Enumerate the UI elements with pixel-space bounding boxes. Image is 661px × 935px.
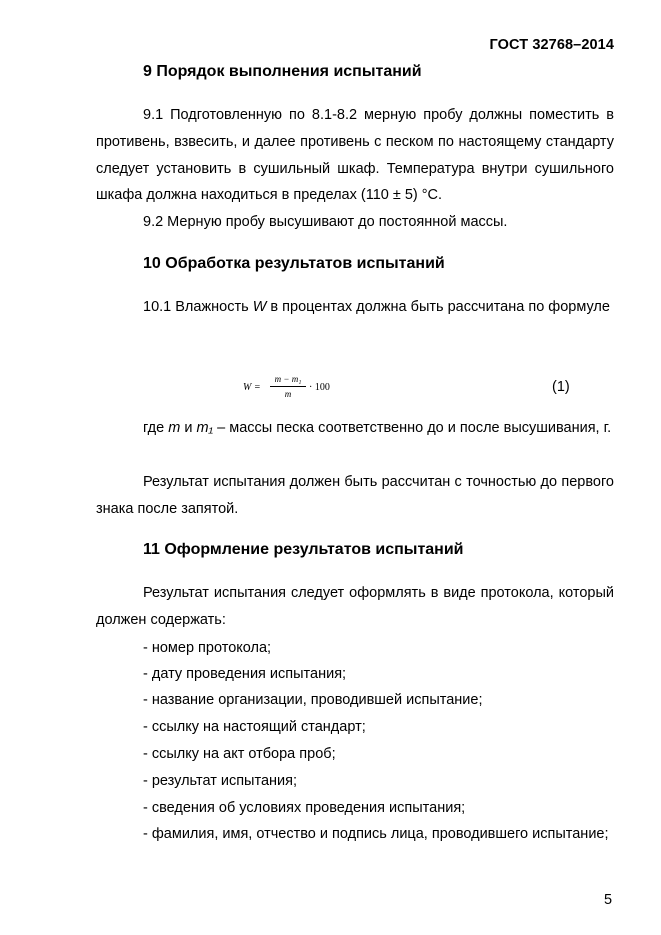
list-item: - дату проведения испытания; <box>143 666 347 682</box>
formula-numerator: m − m₁ <box>274 374 302 384</box>
formula-rhs: · 100 <box>309 382 330 393</box>
formula-lhs: W = <box>243 382 261 393</box>
paragraph-10-1-end: в процентах должна быть рассчитана по формуле <box>266 299 610 315</box>
list-item: - ссылку на акт отбора проб; <box>143 746 336 762</box>
variable-w: W <box>252 299 267 315</box>
section-10-heading: 10 Обработка результатов испытаний <box>143 255 445 272</box>
fraction-bar <box>270 386 306 387</box>
formula-number: (1) <box>552 379 570 395</box>
standard-header: ГОСТ 32768–2014 <box>489 37 614 53</box>
formula-1 <box>243 373 343 407</box>
variable-m1: m₁ <box>196 420 214 436</box>
paragraph-11-intro: Результат испытания следует оформлять в виде протокола, который должен содержать: <box>96 585 614 628</box>
formula-fraction <box>270 373 306 400</box>
list-item-last: - фамилия, имя, отчество и подпись лица, проводившего испытание; <box>143 826 609 842</box>
where-and: и <box>180 420 197 436</box>
paragraph-10-accuracy: Результат испытания должен быть рассчитан с точностью до первого знака после запятой. <box>96 474 614 517</box>
section-11-heading: 11 Оформление результатов испытаний <box>143 541 464 558</box>
list-item: - результат испытания; <box>143 773 298 789</box>
page-number: 5 <box>604 892 613 908</box>
paragraph-where <box>96 415 614 442</box>
paragraph-9-1: 9.1 Подготовленную по 8.1-8.2 мерную пробу должны поместить в противень, взвесить, и далее противень с песком по настоящему стандарту следует установить в сушильный шкаф. Температура внутри сушильного шкафа должна находиться в пределах (110 ± 5) °С. <box>96 107 614 204</box>
list-item: - название организации, проводившей испытание; <box>143 692 483 708</box>
where-prefix: где <box>143 420 169 436</box>
paragraph-9-2: 9.2 Мерную пробу высушивают до постоянной массы. <box>143 214 508 230</box>
where-rest: – массы песка соответственно до и после высушивания, г. <box>213 420 612 436</box>
formula-denominator: m <box>284 389 292 399</box>
section-9-heading: 9 Порядок выполнения испытаний <box>143 63 422 80</box>
variable-m: m <box>168 420 181 436</box>
paragraph-10-1 <box>96 294 614 321</box>
list-item: - номер протокола; <box>143 640 272 656</box>
list-item: - ссылку на настоящий стандарт; <box>143 719 366 735</box>
paragraph-10-1-start: 10.1 Влажность <box>143 299 253 315</box>
list-item: - сведения об условиях проведения испытания; <box>143 800 466 816</box>
